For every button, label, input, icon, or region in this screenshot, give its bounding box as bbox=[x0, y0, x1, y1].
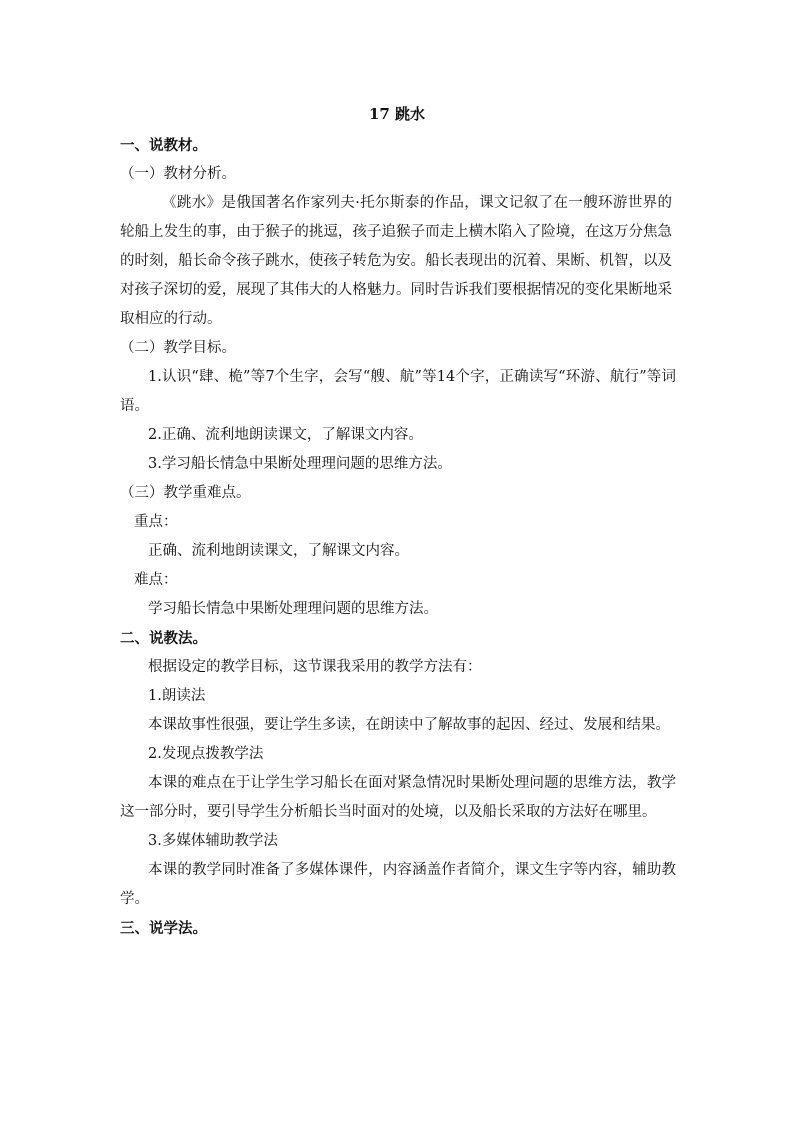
analysis-paragraph: 《跳水》是俄国著名作家列夫·托尔斯泰的作品，课文记叙了在一艘环游世界的轮船上发生的事，由于猴子的挑逗，孩子追猴子而走上横木陷入了险境，在这万分焦急的时刻，船长命令孩子跳水，使孩子转危为安。船长表现出的沉着、果断、机智，以及对孩子深切的爱，展现了其伟大的人格魅力。同时告诉我们要根据情况的变化果断地采取相应的行动。 bbox=[120, 195, 672, 327]
key-point-label: 重点： bbox=[134, 514, 178, 530]
section-heading-textbook: 一、说教材。 bbox=[120, 137, 207, 154]
method-2-text: 本课的难点在于让学生学习船长在面对紧急情况时果断处理问题的思维方法，教学这一部分时，要引导学生分析船长当时面对的处境，以及船长采取的方法好在哪里。 bbox=[120, 775, 676, 820]
method-3-text: 本课的教学同时准备了多媒体课件，内容涵盖作者简介，课文生字等内容，辅助教学。 bbox=[120, 862, 676, 907]
document-body bbox=[120, 131, 676, 943]
subheading-goals: （二）教学目标。 bbox=[120, 340, 236, 356]
key-point-text: 正确、流利地朗读课文，了解课文内容。 bbox=[148, 543, 409, 559]
methods-intro: 根据设定的教学目标，这节课我采用的教学方法有： bbox=[148, 659, 482, 675]
goal-item-2: 2.正确、流利地朗读课文，了解课文内容。 bbox=[148, 427, 423, 443]
section-heading-methods: 二、说教法。 bbox=[120, 630, 207, 647]
document-title: 17 跳水 bbox=[368, 105, 426, 123]
difficulty-label: 难点： bbox=[134, 572, 178, 588]
subheading-analysis: （一）教材分析。 bbox=[120, 166, 236, 182]
goal-item-3: 3.学习船长情急中果断处理理问题的思维方法。 bbox=[148, 456, 452, 472]
goal-item-1: 1.认识“肆、桅”等7个生字，会写“艘、航”等14个字，正确读写“环游、航行”等词语。 bbox=[120, 369, 676, 414]
method-1-title: 1.朗读法 bbox=[148, 688, 206, 704]
method-2-title: 2.发现点拨教学法 bbox=[148, 746, 264, 762]
difficulty-text: 学习船长情急中果断处理理问题的思维方法。 bbox=[148, 601, 438, 617]
method-3-title: 3.多媒体辅助教学法 bbox=[148, 833, 278, 849]
subheading-key-points: （三）教学重难点。 bbox=[120, 485, 251, 501]
method-1-text: 本课故事性很强，要让学生多读，在朗读中了解故事的起因、经过、发展和结果。 bbox=[148, 717, 670, 733]
section-heading-learning: 三、说学法。 bbox=[120, 920, 207, 937]
